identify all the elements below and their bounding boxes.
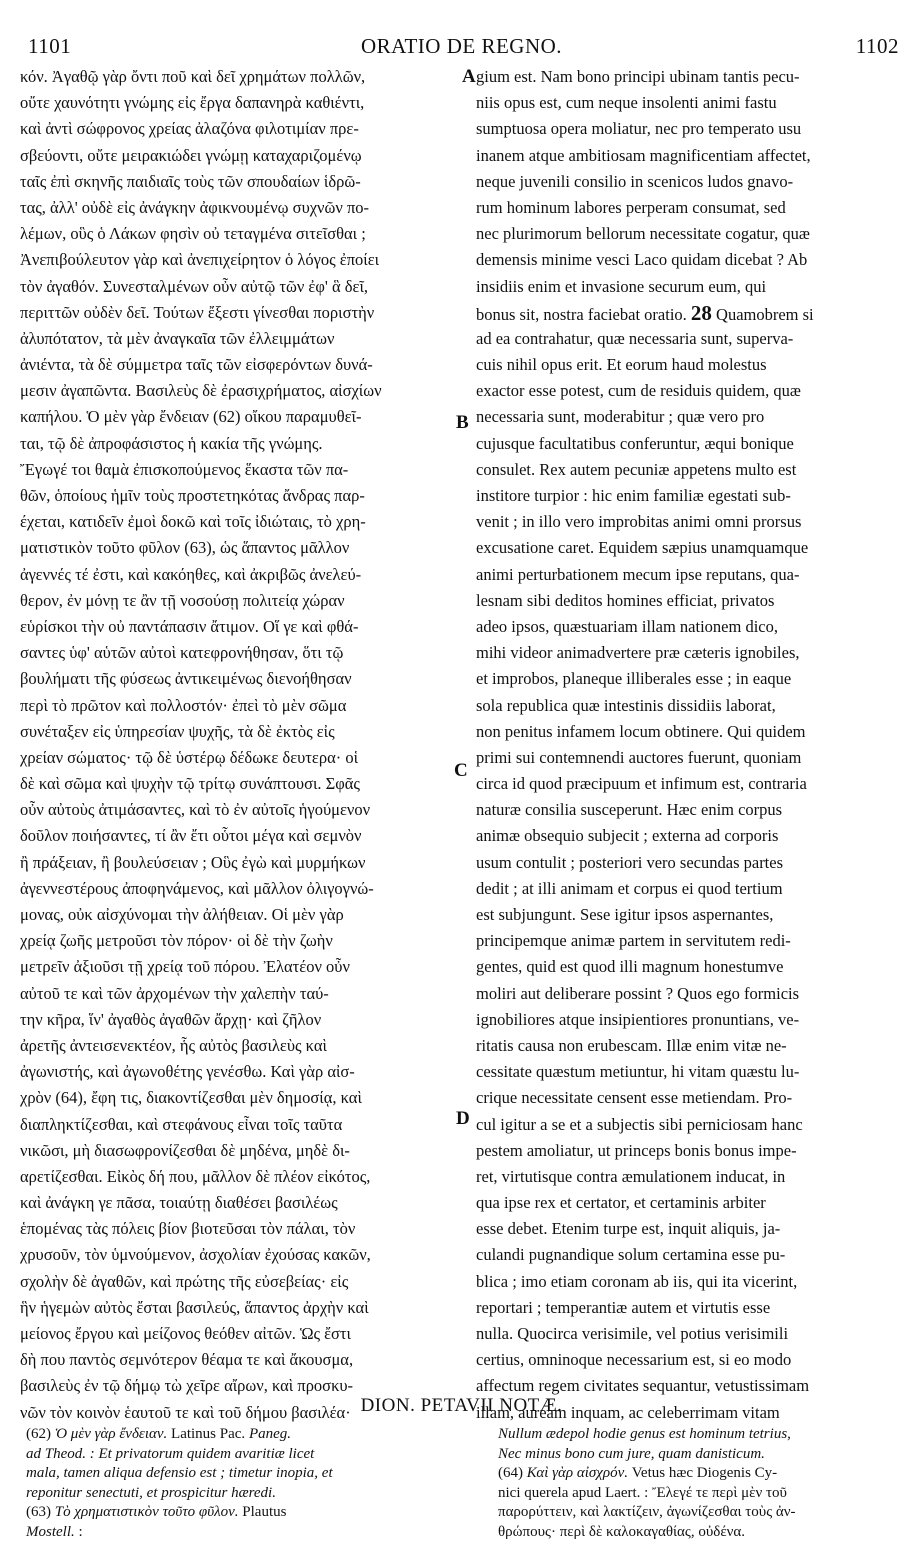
- latin-line: [476, 64, 896, 90]
- latin-line-text: adeo ipsos, quæstuariam illam nationem dico,: [476, 617, 778, 636]
- greek-line: βασιλεὺς ἐν τῷ δήμῳ τὼ χεῖρε αἴρων, καὶ προσκυ-: [20, 1373, 456, 1399]
- latin-line-text: lesnam sibi deditos homines efficiat, privatos: [476, 591, 774, 610]
- latin-line-text: animæ obsequio subjecit ; externa ad corporis: [476, 826, 778, 845]
- greek-line: περὶ τὸ πρῶτον καὶ πολλοστόν· ἐπεὶ τὸ μὲν σῶμα: [20, 693, 456, 719]
- latin-line: [476, 378, 896, 404]
- latin-line-text: rum hominum labores perperam consumat, sed: [476, 198, 786, 217]
- greek-line: χρείαν σώματος· τῷ δὲ ὑστέρῳ δέδωκε δευτερα· οἱ: [20, 745, 456, 771]
- greek-line: λέμων, οὓς ὁ Λάκων φησὶν οὐ τεταγμένα σιτεῖσθαι ;: [20, 221, 456, 247]
- latin-line-text: reportari ; temperantiæ autem et virtutis esse: [476, 1298, 770, 1317]
- latin-line: [476, 850, 896, 876]
- greek-line: ἑπομένας τὰς πόλεις βίον βιοτεῦσαι τὸν πάλαι, τὸν: [20, 1216, 456, 1242]
- latin-line: [476, 797, 896, 823]
- latin-line: [476, 404, 896, 430]
- latin-line: [476, 1007, 896, 1033]
- greek-line: μονας, οὐκ αἰσχύνομαι τὴν ἀλήθειαν. Οἱ μὲν γὰρ: [20, 902, 456, 928]
- greek-line: ἀλυπότατον, τὰ μὲν ἀναγκαῖα τῶν ἐλλειμμάτων: [20, 326, 456, 352]
- latin-line-text: illam, auream inquam, ac celeberrimam vitam: [476, 1403, 780, 1422]
- note-text: Vetus hæc Diogenis Cy-: [628, 1465, 777, 1481]
- latin-line: [476, 169, 896, 195]
- greek-line: καὶ ἀντὶ σώφρονος χρείας ἀλαζόνα φιλοτιμίαν πρε-: [20, 116, 456, 142]
- note-number: (63): [26, 1504, 55, 1520]
- latin-line-text: affectum regem civitates sequantur, vetustissimam: [476, 1376, 809, 1395]
- latin-line-text: demensis minime vesci Laco quidam dicebat ? Ab: [476, 250, 807, 269]
- note-lemma: ad Theod. : Et privatorum quidem avaritiæ licet: [26, 1446, 314, 1462]
- latin-line: [476, 693, 896, 719]
- note-lemma: Τὸ χρηματιστικὸν τοῦτο φῦλον.: [55, 1504, 239, 1520]
- latin-line-text: sumptuosa opera moliatur, nec pro temperato usu: [476, 119, 801, 138]
- greek-line: διαπληκτίζεσθαι, καὶ στεφάνους εἶναι τοῖς ταῦτα: [20, 1112, 456, 1138]
- latin-line-text: dedit ; at illi animam et corpus ei quod tertium: [476, 879, 783, 898]
- latin-line: [476, 247, 896, 273]
- latin-line-text: primi sui contemnendi auctores fuerunt, quoniam: [476, 748, 801, 767]
- latin-line-text: consulet. Rex autem pecuniæ appetens multo est: [476, 460, 796, 479]
- greek-text-column: [20, 64, 456, 1426]
- latin-line: [476, 535, 896, 561]
- note-text: Latinus Pac.: [167, 1426, 249, 1442]
- margin-letter-d: D: [456, 1108, 470, 1130]
- latin-line-text: excusatione caret. Equidem sæpius unamquamque: [476, 538, 808, 557]
- latin-line-text: cul igitur a se et a subjectis sibi perniciosam hanc: [476, 1115, 803, 1134]
- latin-line-text: exactor esse potest, cum de residuis quidem, quæ: [476, 381, 801, 400]
- latin-line: [476, 90, 896, 116]
- greek-line: χρυσοῦν, τὸν ὑμνούμενον, ἀσχολίαν ἐχούσας κακῶν,: [20, 1242, 456, 1268]
- note-ref: Paneg.: [249, 1426, 291, 1442]
- greek-line: αρετίζεσθαι. Εἰκὸς δή που, μᾶλλον δὲ πλέον εἰκότος,: [20, 1164, 456, 1190]
- greek-line: μεσιν ἀγαπῶντα. Βασιλεὺς δὲ ἐρασιχρήματος, αἰσχίων: [20, 378, 456, 404]
- margin-letter-c: C: [454, 760, 468, 782]
- latin-line: [476, 509, 896, 535]
- greek-line: τὸν ἀγαθόν. Συνεσταλμένων οὖν αὐτῷ τῶν ἐφ' ἃ δεῖ,: [20, 274, 456, 300]
- greek-line: σβεύοντι, οὔτε μειρακιώδει γνώμῃ καταχαριζομένῳ: [20, 143, 456, 169]
- greek-line: συνέταξεν εἰς ὑπηρεσίαν ψυχῆς, τὰ δὲ ἐκτὸς εἰς: [20, 719, 456, 745]
- latin-line-text: non penitus infamem locum obtinere. Qui quidem: [476, 722, 805, 741]
- greek-line: καὶ ἀνάγκη γε πᾶσα, τοιαύτῃ διαθέσει βασιλέως: [20, 1190, 456, 1216]
- latin-line: [476, 221, 896, 247]
- latin-line: [476, 954, 896, 980]
- latin-line-text: insidiis enim et invasione securum eum, qui: [476, 277, 766, 296]
- latin-line: [476, 719, 896, 745]
- latin-line-text: sola republica quæ intestinis dissidiis laborat,: [476, 696, 776, 715]
- note-text: παρορύττειν, καὶ λακτίζειν, ἀγωνίζεσθαι τοὺς ἀν-: [498, 1504, 796, 1520]
- latin-line-text: moliri aut deliberare possint ? Quos ego formicis: [476, 984, 799, 1003]
- note-lemma: Ὁ μὲν γὰρ ἔνδειαν.: [55, 1426, 168, 1442]
- note-line: [498, 1425, 898, 1445]
- page-number-right: 1102: [856, 34, 899, 59]
- note-line: [26, 1464, 464, 1484]
- note-number: (62): [26, 1426, 55, 1442]
- note-line: [26, 1523, 464, 1542]
- greek-line: θῶν, ὁποίους ἡμῖν τοὺς προστετηκότας ἄνδρας παρ-: [20, 483, 456, 509]
- latin-line-text: esse debet. Etenim turpe est, inquit aliquis, ja-: [476, 1219, 780, 1238]
- note-line: [26, 1503, 464, 1523]
- greek-line: την κῆρα, ἵν' ἀγαθὸς ἀγαθῶν ἄρχῃ· καὶ ζῆλον: [20, 1007, 456, 1033]
- note-line: [498, 1523, 898, 1542]
- note-lemma: Mostell.: [26, 1524, 75, 1540]
- latin-line-text: neque juvenili consilio in scenicos ludos gnavo-: [476, 172, 793, 191]
- latin-line: [476, 1216, 896, 1242]
- latin-line: [476, 1347, 896, 1373]
- latin-line: [476, 1059, 896, 1085]
- latin-line: [476, 457, 896, 483]
- latin-line-text: nulla. Quocirca verisimile, vel potius verisimili: [476, 1324, 788, 1343]
- greek-line: χρὸν (64), ἔφη τις, διακοντίζεσθαι μὲν δημοσίᾳ, καὶ: [20, 1085, 456, 1111]
- latin-line-text: gium est. Nam bono principi ubinam tantis pecu-: [476, 67, 800, 86]
- latin-line-text: certius, omninoque necessarium est, si eo modo: [476, 1350, 791, 1369]
- latin-line: [476, 588, 896, 614]
- note-line: [498, 1484, 898, 1504]
- greek-line: ἀρετῆς ἀντεισενεκτέον, ἧς αὐτὸς βασιλεὺς καὶ: [20, 1033, 456, 1059]
- latin-line: [476, 352, 896, 378]
- margin-letter-a: A: [462, 66, 476, 88]
- greek-line: δοῦλον ποιήσαντες, τί ἂν ἔτι οὗτοι μέγα καὶ σεμνὸν: [20, 823, 456, 849]
- page-number-left: 1101: [28, 34, 71, 59]
- greek-line: μείονος ἔργου καὶ μείζονος θεόθεν αἰτῶν. Ὡς ἔστι: [20, 1321, 456, 1347]
- note-text: Plautus: [239, 1504, 287, 1520]
- margin-letter-b: B: [456, 412, 469, 434]
- greek-line: νῶν τὸν κοινὸν ἑαυτοῦ τε καὶ τοῦ δήμου βασιλέα·: [20, 1400, 456, 1426]
- note-lemma: Nec minus bono cum jure, quam danisticum.: [498, 1446, 765, 1462]
- greek-line: εὑρίσκοι τὴν οὐ παντάπασιν ἄτιμον. Οἵ γε καὶ φθά-: [20, 614, 456, 640]
- latin-line-text: niis opus est, cum neque insolenti animi fastu: [476, 93, 777, 112]
- greek-line: οὖν αὐτοὺς ἀτιμάσαντες, καὶ τὸ ἐν αὐτοῖς ἡγούμενον: [20, 797, 456, 823]
- greek-line: ταῖς ἐπὶ σκηνῆς παιδιαῖς τοὺς τῶν σπουδαίων ἱδρῶ-: [20, 169, 456, 195]
- latin-line: [476, 274, 896, 300]
- latin-line-text: est subjungunt. Sese igitur ipsos aspernantes,: [476, 905, 773, 924]
- latin-line-text: Quamobrem si: [712, 305, 814, 324]
- latin-line-text: pestem amoliatur, ut princeps bonis bonus impe-: [476, 1141, 797, 1160]
- latin-line: [476, 300, 896, 326]
- note-lemma: reponitur senectuti, et prospicitur hæredi.: [26, 1485, 276, 1501]
- latin-line: [476, 745, 896, 771]
- greek-line: τας, ἀλλ' οὐδὲ εἰς ἀνάγκην ἀφικνουμένῳ συχνῶν πο-: [20, 195, 456, 221]
- latin-line-text: animi perturbationem mecum ipse reputans, qua-: [476, 565, 799, 584]
- latin-line-text: venit ; in illo vero improbitas animi omni prorsus: [476, 512, 801, 531]
- note-lemma: Καὶ γὰρ αἰσχρόν.: [527, 1465, 628, 1481]
- greek-line: μετρεῖν ἀξιοῦσι τῇ χρείᾳ τοῦ πόρου. Ἐλατέον οὖν: [20, 954, 456, 980]
- latin-line-text: blica ; imo etiam coronam ab iis, qui ita vicerint,: [476, 1272, 797, 1291]
- latin-line: [476, 1242, 896, 1268]
- note-lemma: Nullum ædepol hodie genus est hominum tetrius,: [498, 1426, 791, 1442]
- latin-line: [476, 614, 896, 640]
- latin-line: [476, 143, 896, 169]
- latin-line: [476, 823, 896, 849]
- greek-line: χρείᾳ ζωῆς μετροῦσι τὸν πόρον· οἱ δὲ τὴν ζωὴν: [20, 928, 456, 954]
- greek-line: ἀνιέντα, τὰ δὲ σύμμετρα ταῖς τῶν εἰσφερόντων δυνά-: [20, 352, 456, 378]
- latin-line-text: usum contulit ; posteriori vero secundas partes: [476, 853, 783, 872]
- latin-line: [476, 1190, 896, 1216]
- greek-line: ἀγωνιστής, καὶ ἀγωνοθέτης γενέσθω. Καὶ γὰρ αἰσ-: [20, 1059, 456, 1085]
- note-line: [26, 1445, 464, 1465]
- latin-line-text: nec plurimorum bellorum necessitate cogatur, quæ: [476, 224, 810, 243]
- notes-right-column: [498, 1425, 898, 1542]
- latin-line: [476, 195, 896, 221]
- latin-line: [476, 640, 896, 666]
- greek-line: σαντες ὑφ' αὑτῶν αὐτοὶ κατεφρονήθησαν, ὅτι τῷ: [20, 640, 456, 666]
- latin-line: [476, 771, 896, 797]
- note-line: [26, 1484, 464, 1504]
- latin-line: [476, 1085, 896, 1111]
- latin-line: [476, 326, 896, 352]
- latin-line: [476, 902, 896, 928]
- latin-line-text: culandi pugnandique solum certamina esse pu-: [476, 1245, 785, 1264]
- greek-line: ἀγεννές τέ ἐστι, καὶ κακόηθες, καὶ ἀκριβῶς ἀνελεύ-: [20, 562, 456, 588]
- note-lemma: mala, tamen aliqua defensio est ; timetur inopia, et: [26, 1465, 333, 1481]
- latin-line: [476, 1321, 896, 1347]
- latin-line: [476, 483, 896, 509]
- note-line: [498, 1464, 898, 1484]
- greek-line: Ἀνεπιβούλευτον γὰρ καὶ ἀνεπιχείρητον ὁ λόγος ἐποίει: [20, 247, 456, 273]
- notes-heading: DION. PETAVII NOTÆ.: [0, 1395, 923, 1417]
- note-line: [26, 1425, 464, 1445]
- latin-line-text: ignobiliores atque insipientiores pronuntians, ve-: [476, 1010, 799, 1029]
- latin-line-text: crique necessitate censent esse metiendam. Pro-: [476, 1088, 792, 1107]
- latin-line-text: principemque animæ partem in servitutem redi-: [476, 931, 791, 950]
- latin-line-text: mihi videor animadvertere præ cæteris ignobiles,: [476, 643, 800, 662]
- latin-line: [476, 1269, 896, 1295]
- greek-line: δὲ καὶ σῶμα καὶ ψυχὴν τῷ τρίτῳ συνάπτουσι. Σφᾶς: [20, 771, 456, 797]
- greek-line: καπήλου. Ὁ μὲν γὰρ ἔνδειαν (62) οἴκου παραμυθεῖ-: [20, 404, 456, 430]
- latin-text-column: [476, 64, 896, 1426]
- note-line: [498, 1445, 898, 1465]
- latin-line-text: necessaria sunt, moderabitur ; quæ vero pro: [476, 407, 764, 426]
- latin-line-text: et improbos, planeque illiberales esse ; in eaque: [476, 669, 791, 688]
- greek-line: ματιστικὸν τοῦτο φῦλον (63), ὡς ἅπαντος μᾶλλον: [20, 535, 456, 561]
- greek-line: ται, τῷ δὲ ἀπροφάσιστος ἡ κακία τῆς γνώμης.: [20, 431, 456, 457]
- greek-line: δὴ που παντὸς σεμνότερον θέαμα τε καὶ ἄκουσμα,: [20, 1347, 456, 1373]
- greek-line: ἢ πράξειαν, ἢ βουλεύσειαν ; Οὓς ἐγὼ καὶ μυρμήκων: [20, 850, 456, 876]
- latin-line: [476, 1112, 896, 1138]
- section-number: 28: [691, 301, 712, 325]
- latin-line-text: cujusque facultatibus conferuntur, æqui bonique: [476, 434, 794, 453]
- latin-line: [476, 981, 896, 1007]
- latin-line: [476, 876, 896, 902]
- note-line: [498, 1503, 898, 1523]
- latin-line-text: gentes, quid est quod illi magnum honestumve: [476, 957, 784, 976]
- latin-line: [476, 1033, 896, 1059]
- latin-line: [476, 116, 896, 142]
- latin-line: [476, 1295, 896, 1321]
- latin-line: [476, 1164, 896, 1190]
- latin-line-text: cuis nihil opus erit. Et eorum haud molestus: [476, 355, 767, 374]
- notes-left-column: [26, 1425, 464, 1542]
- greek-line: θερον, ἐν μόνῃ τε ἂν τῇ νοσούσῃ πολιτείᾳ χώραν: [20, 588, 456, 614]
- latin-line: [476, 928, 896, 954]
- latin-line-text: ritatis causa non erubescam. Illæ enim vitæ ne-: [476, 1036, 787, 1055]
- latin-line-text: bonus sit, nostra faciebat oratio.: [476, 305, 691, 324]
- latin-line-text: cessitate quæstum metiuntur, hi vitam quæstu lu-: [476, 1062, 799, 1081]
- greek-line: αὐτοῦ τε καὶ τῶν ἀρχομένων τὴν χαλεπὴν ταύ-: [20, 981, 456, 1007]
- note-text: nici querela apud Laert. : Ἔλεγέ τε περὶ μὲν τοῦ: [498, 1485, 787, 1501]
- latin-line-text: ad ea contrahatur, quæ necessaria sunt, superva-: [476, 329, 793, 348]
- latin-line-text: inanem atque ambitiosam magnificentiam affectet,: [476, 146, 811, 165]
- latin-line-text: institore turpior : hic enim familiæ egestati sub-: [476, 486, 791, 505]
- running-title: ORATIO DE REGNO.: [0, 34, 923, 59]
- note-text: θρώπους· περὶ δὲ καλοκαγαθίας, οὐδένα.: [498, 1524, 745, 1540]
- greek-line: οὔτε χαυνότητι γνώμης εἰς ἔργα δαπανηρὰ καθιέντι,: [20, 90, 456, 116]
- greek-line: νικῶσι, μὴ διασωφρονίζεσθαι δὲ μηδένα, μηδὲ δι-: [20, 1138, 456, 1164]
- greek-line: ἀγεννεστέρους ἀποφηνάμενος, καὶ μᾶλλον ὀλιγογνώ-: [20, 876, 456, 902]
- latin-line: [476, 562, 896, 588]
- latin-line-text: qua ipse rex et certator, et certaminis arbiter: [476, 1193, 766, 1212]
- greek-line: έχεται, κατιδεῖν ἐμοὶ δοκῶ καὶ τοῖς ἰδιώταις, τὸ χρη-: [20, 509, 456, 535]
- latin-line: [476, 666, 896, 692]
- greek-line: βουλήματι τῆς φύσεως ἀντικειμένως διενοήθησαν: [20, 666, 456, 692]
- greek-line: σχολὴν δὲ ἀγαθῶν, καὶ πρώτης τῆς εὐσεβείας· εἰς: [20, 1269, 456, 1295]
- latin-line-text: ret, virtutisque contra æmulationem inducat, in: [476, 1167, 785, 1186]
- greek-line: ἣν ἡγεμὼν αὐτὸς ἔσται βασιλεύς, ἅπαντος ἀρχὴν καὶ: [20, 1295, 456, 1321]
- latin-line: [476, 431, 896, 457]
- greek-line: περιττῶν οὐδὲν δεῖ. Τούτων ἔξεστι γίνεσθαι ποριστὴν: [20, 300, 456, 326]
- latin-line-text: naturæ consilia susceperunt. Hæc enim corpus: [476, 800, 782, 819]
- latin-line: [476, 1138, 896, 1164]
- greek-line: Ἔγωγέ τοι θαμὰ ἐπισκοπούμενος ἕκαστα τῶν πα-: [20, 457, 456, 483]
- latin-line-text: circa id quod præcipuum et infimum est, contraria: [476, 774, 807, 793]
- greek-line: κόν. Ἀγαθῷ γὰρ ὄντι ποῦ καὶ δεῖ χρημάτων πολλῶν,: [20, 64, 456, 90]
- note-text: :: [75, 1524, 83, 1540]
- note-number: (64): [498, 1465, 527, 1481]
